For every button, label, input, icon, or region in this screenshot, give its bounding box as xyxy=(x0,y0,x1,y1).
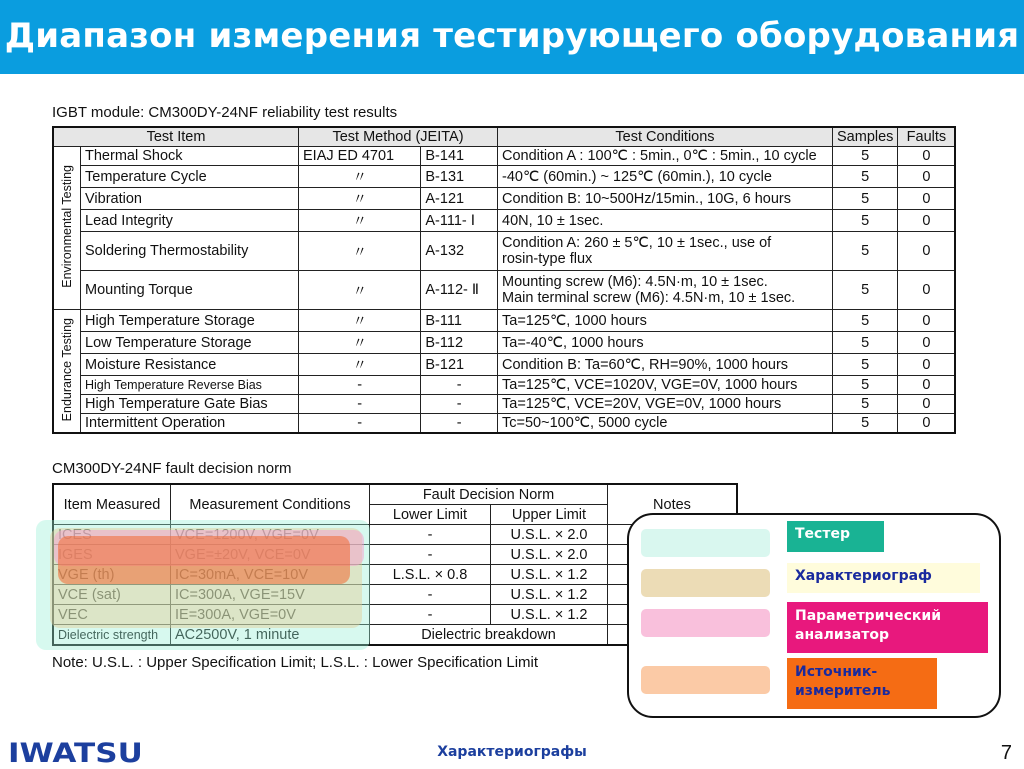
table-header-row xyxy=(53,127,955,147)
cell-upper: U.S.L. × 2.0 xyxy=(491,525,608,545)
cell-conditions: Ta=125℃, VCE=1020V, VGE=0V, 1000 hours xyxy=(498,376,833,395)
table-row xyxy=(53,414,955,434)
cell-method: 〃 xyxy=(299,332,421,354)
cell-method: - xyxy=(299,414,421,434)
table-row xyxy=(53,147,955,166)
group-environmental: Environmental Testing xyxy=(53,147,81,310)
cell-item: High Temperature Reverse Bias xyxy=(81,376,299,395)
legend-label-curve-tracer: Характериограф xyxy=(787,563,980,593)
legend-label-parameter-analyzer: Параметрический анализатор xyxy=(787,602,988,653)
cell-conditions: Condition A : 100℃ : 5min., 0℃ : 5min., 10 cycle xyxy=(498,147,833,166)
cell-samples: 5 xyxy=(833,376,898,395)
cell-samples: 5 xyxy=(833,414,898,434)
cell-faults: 0 xyxy=(898,376,956,395)
header-notes: Notes xyxy=(608,484,738,525)
cell-samples: 5 xyxy=(833,188,898,210)
cell-method: 〃 xyxy=(299,271,421,310)
cell-conditions: Condition B: 10~500Hz/15min., 10G, 6 hours xyxy=(498,188,833,210)
cell-method: EIAJ ED 4701 xyxy=(299,147,421,166)
cell-samples: 5 xyxy=(833,354,898,376)
cell-faults: 0 xyxy=(898,332,956,354)
cell-code: B-112 xyxy=(421,332,498,354)
cell-item: High Temperature Gate Bias xyxy=(81,395,299,414)
table-row xyxy=(53,210,955,232)
header-measurement-conditions: Measurement Conditions xyxy=(171,484,370,525)
footer-text: Характериографы xyxy=(437,744,587,760)
cell-samples: 5 xyxy=(833,395,898,414)
cell-conditions xyxy=(498,271,833,310)
legend-swatch-smu xyxy=(641,666,770,694)
header-test-conditions: Test Conditions xyxy=(498,127,833,147)
cell-method: - xyxy=(299,395,421,414)
cell-code: - xyxy=(421,414,498,434)
cell-conditions: IE=300A, VGE=0V xyxy=(171,605,370,625)
table-row xyxy=(53,188,955,210)
header-fault-decision-norm: Fault Decision Norm xyxy=(370,484,608,505)
conditions-line-2: rosin-type flux xyxy=(502,251,593,267)
cell-samples: 5 xyxy=(833,166,898,188)
table-row xyxy=(53,271,955,310)
cell-faults: 0 xyxy=(898,271,956,310)
cell-lower: L.S.L. × 0.8 xyxy=(370,565,491,585)
cell-item: VCE (sat) xyxy=(53,585,171,605)
cell-conditions: Ta=125℃, VCE=20V, VGE=0V, 1000 hours xyxy=(498,395,833,414)
conditions-line-2: Main terminal screw (M6): 4.5N·m, 10 ± 1sec. xyxy=(502,290,796,306)
conditions-line-1: Mounting screw (M6): 4.5N·m, 10 ± 1sec. xyxy=(502,274,768,290)
cell-code: - xyxy=(421,395,498,414)
cell-samples: 5 xyxy=(833,232,898,271)
cell-method: - xyxy=(299,376,421,395)
table-row xyxy=(53,354,955,376)
cell-conditions: Ta=125℃, 1000 hours xyxy=(498,310,833,332)
cell-method: 〃 xyxy=(299,354,421,376)
cell-conditions: Condition B: Ta=60℃, RH=90%, 1000 hours xyxy=(498,354,833,376)
cell-faults: 0 xyxy=(898,414,956,434)
cell-method: 〃 xyxy=(299,166,421,188)
cell-method: 〃 xyxy=(299,232,421,271)
cell-method: 〃 xyxy=(299,188,421,210)
header-test-method: Test Method (JEITA) xyxy=(299,127,498,147)
cell-upper: U.S.L. × 1.2 xyxy=(491,565,608,585)
cell-faults: 0 xyxy=(898,395,956,414)
header-faults: Faults xyxy=(898,127,956,147)
cell-faults: 0 xyxy=(898,188,956,210)
cell-item: Vibration xyxy=(81,188,299,210)
cell-code: B-121 xyxy=(421,354,498,376)
cell-code: B-141 xyxy=(421,147,498,166)
cell-samples: 5 xyxy=(833,310,898,332)
cell-faults: 0 xyxy=(898,232,956,271)
page-number: 7 xyxy=(1000,742,1012,764)
header-samples: Samples xyxy=(833,127,898,147)
cell-faults: 0 xyxy=(898,166,956,188)
table-row xyxy=(53,232,955,271)
cell-item: Temperature Cycle xyxy=(81,166,299,188)
group-endurance: Endurance Testing xyxy=(53,310,81,434)
cell-lower: - xyxy=(370,605,491,625)
cell-conditions: Ta=-40℃, 1000 hours xyxy=(498,332,833,354)
cell-code: - xyxy=(421,376,498,395)
cell-item: Moisture Resistance xyxy=(81,354,299,376)
reliability-results-table xyxy=(52,126,956,434)
cell-samples: 5 xyxy=(833,210,898,232)
cell-breakdown: Dielectric breakdown xyxy=(370,625,608,646)
table2-caption: CM300DY-24NF fault decision norm xyxy=(52,460,292,477)
header-lower-limit: Lower Limit xyxy=(370,505,491,525)
cell-conditions xyxy=(498,232,833,271)
table-row xyxy=(53,395,955,414)
cell-code: B-131 xyxy=(421,166,498,188)
cell-item: Soldering Thermostability xyxy=(81,232,299,271)
cell-item: High Temperature Storage xyxy=(81,310,299,332)
cell-item: Dielectric strength xyxy=(53,625,171,646)
cell-faults: 0 xyxy=(898,210,956,232)
cell-lower: - xyxy=(370,545,491,565)
cell-upper: U.S.L. × 2.0 xyxy=(491,545,608,565)
table-row xyxy=(53,310,955,332)
cell-method: 〃 xyxy=(299,310,421,332)
cell-code: A-112- Ⅱ xyxy=(421,271,498,310)
cell-code: A-132 xyxy=(421,232,498,271)
cell-method: 〃 xyxy=(299,210,421,232)
cell-faults: 0 xyxy=(898,147,956,166)
cell-code: A-111- Ⅰ xyxy=(421,210,498,232)
legend-swatch-curve-tracer xyxy=(641,569,770,597)
cell-lower: - xyxy=(370,585,491,605)
iwatsu-logo: IWATSU xyxy=(8,738,143,769)
slide-title: Диапазон измерения тестирующего оборудования xyxy=(4,16,1020,56)
cell-conditions: -40℃ (60min.) ~ 125℃ (60min.), 10 cycle xyxy=(498,166,833,188)
legend-label-smu: Источник-измеритель xyxy=(787,658,937,709)
cell-upper: U.S.L. × 1.2 xyxy=(491,585,608,605)
cell-item: Mounting Torque xyxy=(81,271,299,310)
smu-range-highlight xyxy=(58,536,350,584)
table-row xyxy=(53,166,955,188)
cell-conditions: IC=300A, VGE=15V xyxy=(171,585,370,605)
legend-swatch-parameter-analyzer xyxy=(641,609,770,637)
table2-note: Note: U.S.L. : Upper Specification Limit; L.S.L. : Lower Specification Limit xyxy=(52,654,539,671)
cell-samples: 5 xyxy=(833,147,898,166)
cell-item: VEC xyxy=(53,605,171,625)
cell-conditions: Tc=50~100℃, 5000 cycle xyxy=(498,414,833,434)
cell-samples: 5 xyxy=(833,332,898,354)
table1-caption: IGBT module: CM300DY-24NF reliability test results xyxy=(52,104,398,121)
cell-conditions: 40N, 10 ± 1sec. xyxy=(498,210,833,232)
cell-faults: 0 xyxy=(898,354,956,376)
header-item-measured: Item Measured xyxy=(53,484,171,525)
table-row xyxy=(53,376,955,395)
cell-item: Low Temperature Storage xyxy=(81,332,299,354)
cell-conditions: AC2500V, 1 minute xyxy=(171,625,370,646)
cell-samples: 5 xyxy=(833,271,898,310)
legend-label-tester: Тестер xyxy=(787,521,884,552)
cell-faults: 0 xyxy=(898,310,956,332)
cell-upper: U.S.L. × 1.2 xyxy=(491,605,608,625)
cell-item: Lead Integrity xyxy=(81,210,299,232)
table-header-row xyxy=(53,484,737,505)
cell-code: A-121 xyxy=(421,188,498,210)
legend-swatch-tester xyxy=(641,529,770,557)
table-row xyxy=(53,332,955,354)
header-test-item: Test Item xyxy=(53,127,299,147)
cell-item: Thermal Shock xyxy=(81,147,299,166)
cell-item: Intermittent Operation xyxy=(81,414,299,434)
header-upper-limit: Upper Limit xyxy=(491,505,608,525)
cell-lower: - xyxy=(370,525,491,545)
cell-code: B-111 xyxy=(421,310,498,332)
conditions-line-1: Condition A: 260 ± 5℃, 10 ± 1sec., use of xyxy=(502,235,772,251)
